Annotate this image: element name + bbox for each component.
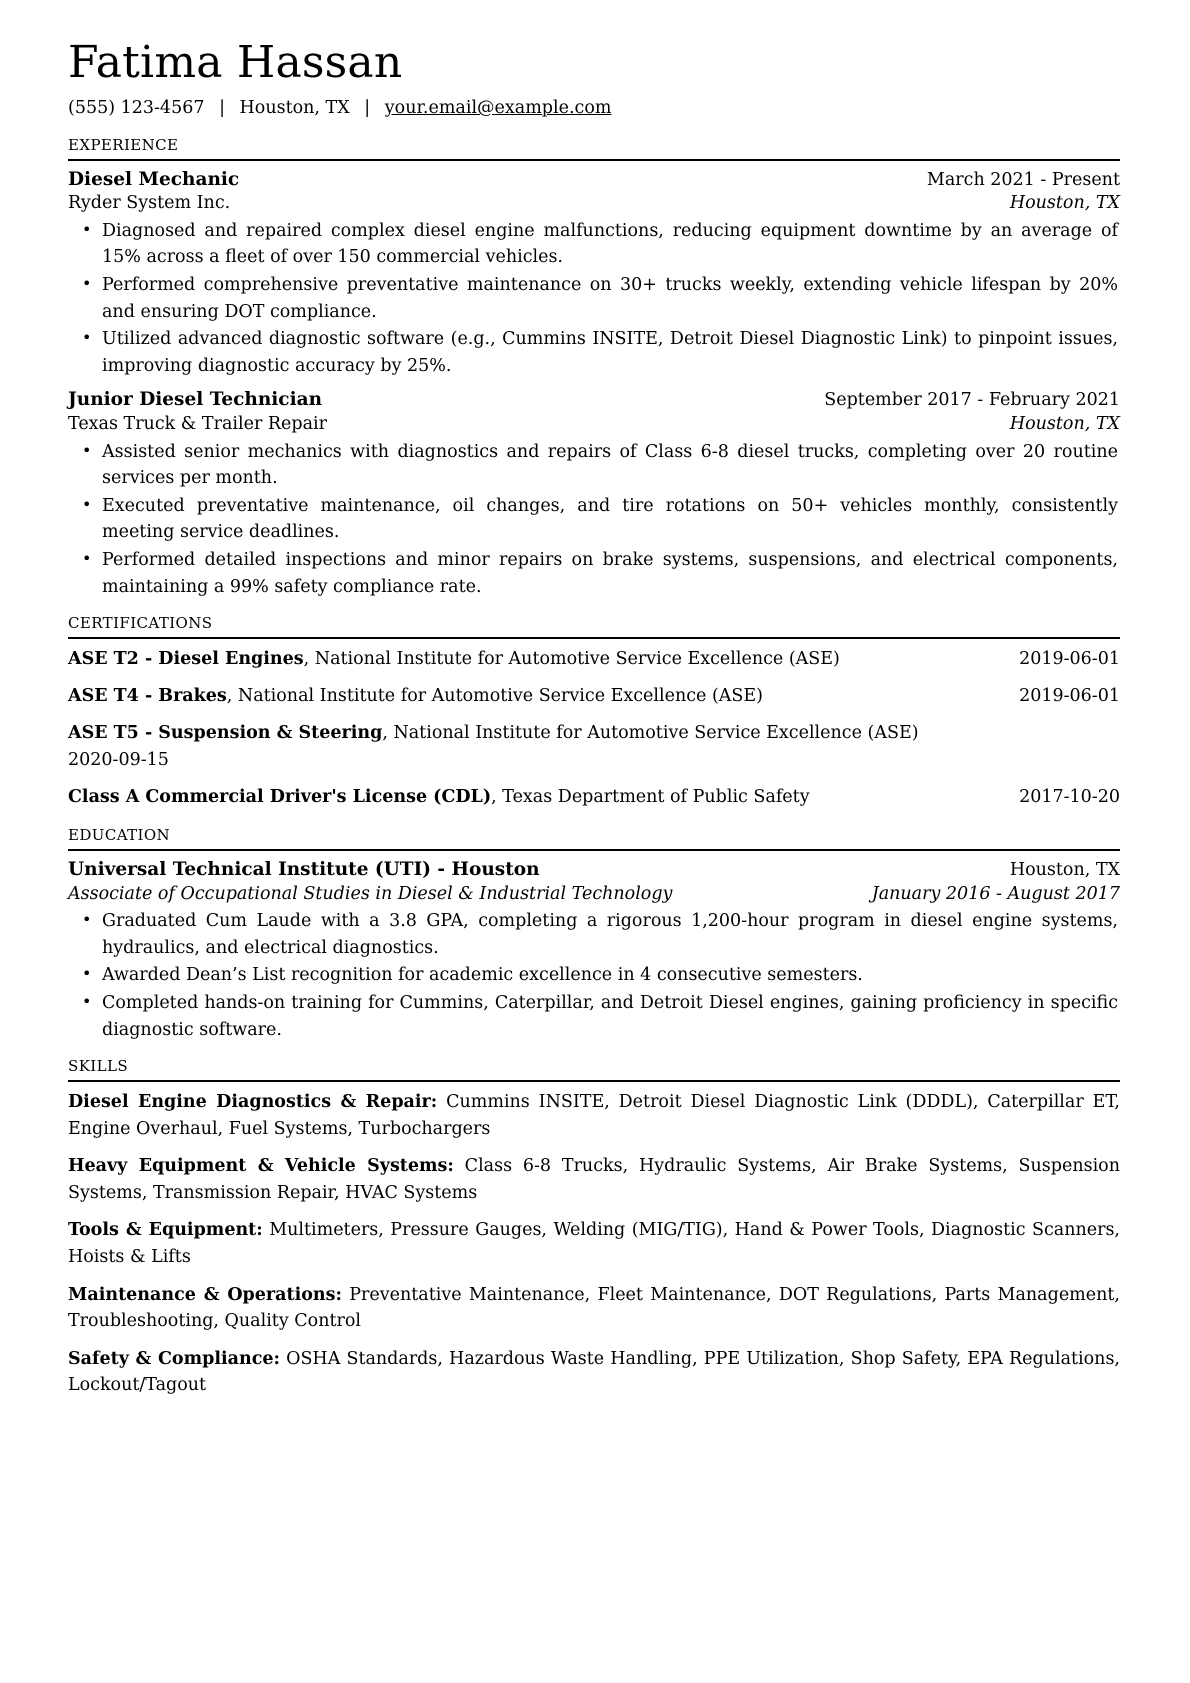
certification-date: 2019-06-01 xyxy=(1019,686,1120,707)
contact-separator: | xyxy=(219,98,225,119)
job-bullet: • Utilized advanced diagnostic software (e.g., Cummins INSITE, Detroit Diesel Diagnostic Link) to pinpoint issues, improving diagnostic accuracy by 25%. xyxy=(102,326,1120,379)
location-text: Houston, TX xyxy=(239,98,350,119)
skill-entry xyxy=(68,1153,1120,1206)
certification-issuer: , Texas Department of Public Safety xyxy=(491,786,810,807)
certification-name: ASE T5 - Suspension & Steering xyxy=(68,723,383,744)
education-bullet-list xyxy=(68,908,1120,1043)
job-bullet-list xyxy=(68,218,1120,380)
skill-items: Cummins INSITE, Detroit Diesel Diagnostic Link (DDDL), Caterpillar ET, Engine Overhaul, Fuel Systems, Turbochargers xyxy=(68,1091,1120,1139)
skill-items: Preventative Maintenance, Fleet Maintenance, DOT Regulations, Parts Management, Troubleshooting, Quality Control xyxy=(68,1284,1120,1332)
degree-name: Associate of Occupational Studies in Diesel & Industrial Technology xyxy=(68,883,673,904)
school-location: Houston, TX xyxy=(1009,860,1120,880)
certification-name: Class A Commercial Driver's License (CDL) xyxy=(68,786,492,807)
section-education xyxy=(68,821,1120,1043)
job-bullet: • Performed comprehensive preventative maintenance on 30+ trucks weekly, extending vehicle lifespan by 20% and ensuring DOT compliance. xyxy=(102,272,1120,325)
certification-name: ASE T4 - Brakes xyxy=(68,686,227,707)
skill-entry xyxy=(68,1282,1120,1335)
section-divider xyxy=(68,1080,1120,1082)
certification-main xyxy=(68,683,1120,709)
skill-items: OSHA Standards, Hazardous Waste Handling, PPE Utilization, Shop Safety, EPA Regulations, Lockout/Tagout xyxy=(68,1348,1120,1396)
experience-entry xyxy=(68,388,1120,600)
skill-category: Heavy Equipment & Vehicle Systems: xyxy=(68,1156,454,1177)
skill-entry xyxy=(68,1346,1120,1399)
certification-entry xyxy=(68,646,1120,672)
section-heading-certifications: certifications xyxy=(68,609,213,634)
certification-main xyxy=(68,784,1120,810)
skill-entry xyxy=(68,1217,1120,1270)
certification-entry xyxy=(68,720,1120,773)
job-title: Diesel Mechanic xyxy=(68,168,240,190)
job-bullet: • Diagnosed and repaired complex diesel engine malfunctions, reducing equipment downtime by an average of 15% across a fleet of over 150 commercial vehicles. xyxy=(102,218,1120,271)
skill-category: Tools & Equipment: xyxy=(68,1220,263,1241)
certification-main xyxy=(68,720,1120,746)
certification-main xyxy=(68,646,1120,672)
certification-entry xyxy=(68,683,1120,709)
section-divider xyxy=(68,159,1120,161)
certification-issuer: , National Institute for Automotive Service Excellence (ASE) xyxy=(382,723,919,744)
education-bullet: • Completed hands-on training for Cummins, Caterpillar, and Detroit Diesel engines, gaining proficiency in specific diagnostic software. xyxy=(102,990,1120,1043)
certification-date: 2017-10-20 xyxy=(1019,786,1120,807)
education-header-row xyxy=(68,858,1120,883)
education-bullet: • Awarded Dean’s List recognition for academic excellence in 4 consecutive semesters. xyxy=(102,962,1120,989)
job-location: Houston, TX xyxy=(1009,414,1120,435)
school-name: Universal Technical Institute (UTI) - Houston xyxy=(68,859,540,880)
experience-header-row xyxy=(68,168,1120,193)
section-certifications xyxy=(68,609,1120,810)
job-location: Houston, TX xyxy=(1009,193,1120,214)
job-bullet-list xyxy=(68,439,1120,601)
experience-org-row xyxy=(68,413,1120,436)
skill-category: Diesel Engine Diagnostics & Repair: xyxy=(68,1091,438,1112)
certification-name: ASE T2 - Diesel Engines xyxy=(68,648,304,669)
education-dates: January 2016 - August 2017 xyxy=(871,883,1120,904)
section-heading-experience: experience xyxy=(68,130,179,155)
education-bullet: • Graduated Cum Laude with a 3.8 GPA, completing a rigorous 1,200-hour program in diesel engine systems, hydraulics, and electrical diagnostics. xyxy=(102,908,1120,961)
job-bullet: • Performed detailed inspections and minor repairs on brake systems, suspensions, and electrical components, maintaining a 99% safety compliance rate. xyxy=(102,547,1120,600)
skill-category: Safety & Compliance: xyxy=(68,1348,280,1369)
skill-items: Class 6-8 Trucks, Hydraulic Systems, Air Brake Systems, Suspension Systems, Transmission Repair, HVAC Systems xyxy=(68,1156,1120,1203)
education-entry xyxy=(68,858,1120,1043)
page-title: Fatima Hassan xyxy=(68,37,403,88)
experience-header-row xyxy=(68,388,1120,413)
section-heading-skills: skills xyxy=(68,1052,129,1077)
experience-org-row xyxy=(68,192,1120,215)
skill-entry xyxy=(68,1089,1120,1142)
job-bullet: • Assisted senior mechanics with diagnostics and repairs of Class 6-8 diesel trucks, completing over 20 routine services per month. xyxy=(102,439,1120,492)
contact-separator: | xyxy=(364,98,371,119)
company-name: Ryder System Inc. xyxy=(68,193,231,214)
company-name: Texas Truck & Trailer Repair xyxy=(68,414,328,435)
education-degree-row xyxy=(68,883,1120,906)
job-title: Junior Diesel Technician xyxy=(68,389,323,411)
skill-items: Multimeters, Pressure Gauges, Welding (MIG/TIG), Hand & Power Tools, Diagnostic Scanners, Hoists & Lifts xyxy=(68,1220,1120,1267)
job-dates: March 2021 - Present xyxy=(926,169,1120,190)
certification-date: 2020-09-15 xyxy=(68,749,169,770)
certification-date: 2019-06-01 xyxy=(1019,648,1120,669)
section-divider xyxy=(68,637,1120,639)
job-dates: September 2017 - February 2021 xyxy=(824,390,1120,411)
section-experience xyxy=(68,131,1120,600)
email-link[interactable]: your.email@example.com xyxy=(384,98,612,119)
skill-category: Maintenance & Operations: xyxy=(68,1284,342,1305)
certification-issuer: , National Institute for Automotive Service Excellence (ASE) xyxy=(303,648,840,669)
experience-entry xyxy=(68,168,1120,380)
section-heading-education: education xyxy=(68,821,171,846)
contact-line xyxy=(68,97,1120,121)
section-divider xyxy=(68,849,1120,851)
section-skills xyxy=(68,1052,1120,1399)
job-bullet: • Executed preventative maintenance, oil changes, and tire rotations on 50+ vehicles monthly, consistently meeting service deadlines. xyxy=(102,493,1120,546)
certification-issuer: , National Institute for Automotive Service Excellence (ASE) xyxy=(226,686,764,707)
certification-entry xyxy=(68,784,1120,810)
phone-number: (555) 123-4567 xyxy=(68,98,205,119)
